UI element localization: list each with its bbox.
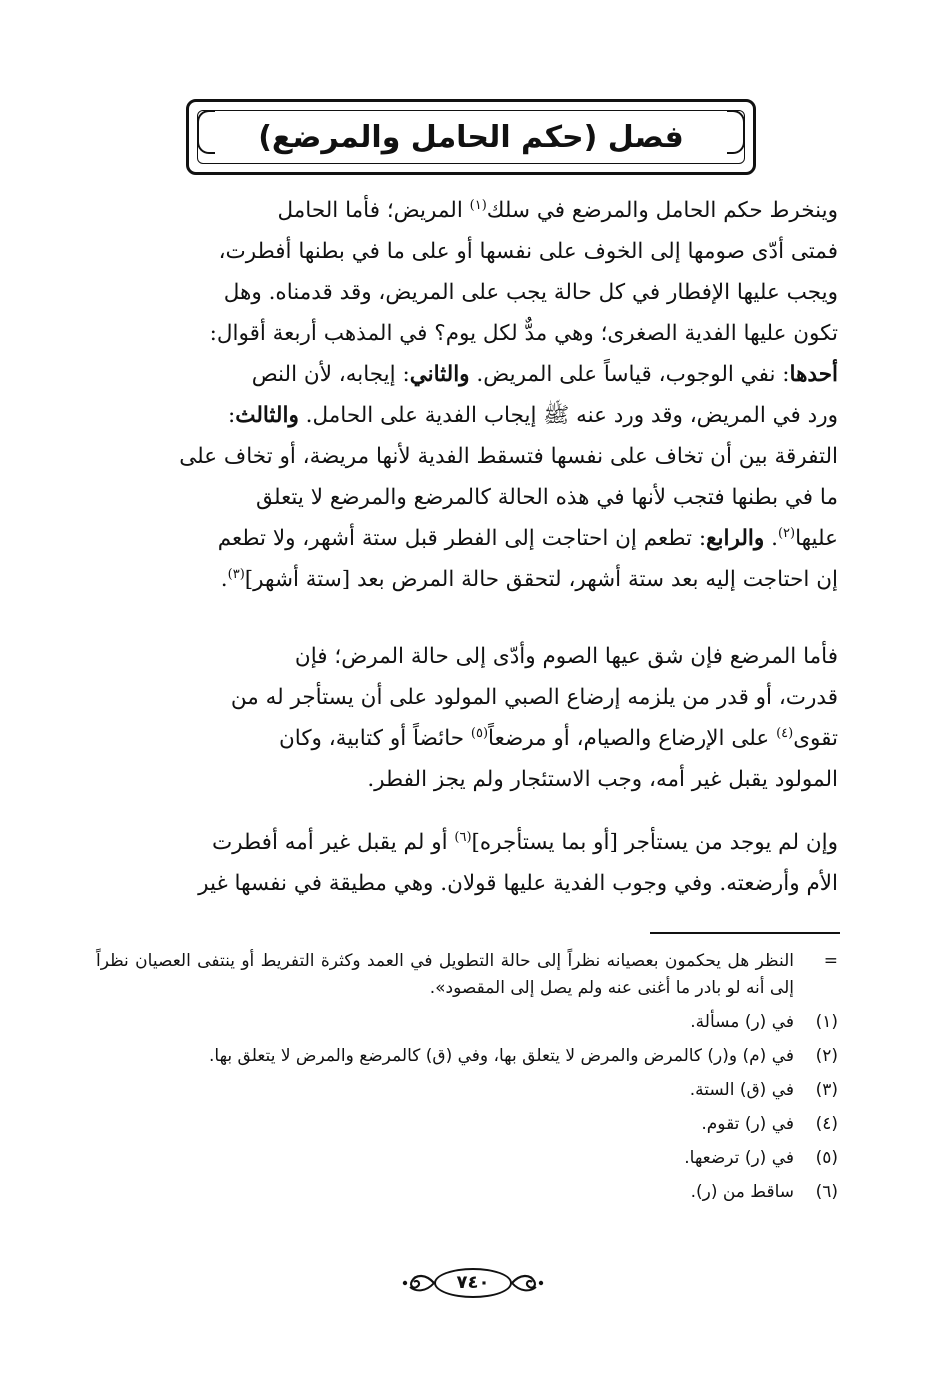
footnote-number: (٣) [815,1080,838,1100]
text-line: وإن لم يوجد من يستأجر [أو بما يستأجره]$^{(٦)}$ أو لم يقبل غير أمه أفطرت [211,829,838,855]
footnote-text: ساقط من (ر). [690,1182,794,1202]
page-number: ٧٤٠ [434,1268,512,1298]
text-line: قدرت، أو قدر من يلزمه إرضاع الصبي المولود على أن يستأجر له من [230,685,838,710]
footnote-ref[interactable]: (٦) [454,829,472,845]
footnote-text: في (ر) مسألة. [690,1012,794,1032]
text-line: التفرقة بين أن تخاف على نفسها فتسقط الفدية لأنها مريضة، أو تخاف على [179,444,838,469]
footnote-text: في (م) و(ر) كالمرض والمرض لا يتعلق بها، وفي (ق) كالمرضع والمرض لا يتعلق بها. [209,1046,794,1066]
footnote-number: (٦) [815,1182,838,1202]
page-number-ornament [400,1266,546,1300]
footnote-ref[interactable]: (٥) [470,725,489,741]
chapter-title: فصل (حكم الحامل والمرضع) [258,120,684,155]
footnote-number: (٥) [815,1148,838,1168]
footnote-ref[interactable]: (٢) [777,525,796,541]
footnote-text: في (ق) الستة. [689,1080,794,1100]
footnote [96,1145,838,1172]
paragraph-1 [96,190,838,600]
text-line: إن احتاجت إليه بعد ستة أشهر، لتحقق حالة المرض بعد [ستة أشهر]$^{(٣)}$. [220,566,838,592]
text-line: ورد في المريض، وقد ورد عنه ﷺ إيجاب الفدية على الحامل. والثالث: [227,403,838,428]
flourish-left-icon [400,1266,436,1300]
footnote [96,1009,838,1036]
footnote-ref[interactable]: (١) [469,197,487,213]
footnote [96,1077,838,1104]
footnote [96,1111,838,1138]
footnote-ref[interactable]: (٤) [776,725,794,741]
footnote-text: النظر هل يحكمون بعصيانه نظراً إلى حالة التطويل في العمد وكثرة التفريط أو ينتفى العصيان نظراً إلى أنه لو بادر ما أغنى عنه ولم يصل إلى المقصود». [96,951,794,998]
text-line: أحدها: نفي الوجوب، قياساً على المريض. والثاني: إيجابه، لأن النص [251,362,838,387]
footnote [96,948,838,1002]
text-line: المولود يقبل غير أمه، وجب الاستئجار ولم يجز الفطر. [367,767,838,792]
text-line: عليها$^{(٢)}$. والرابع: تطعم إن احتاجت إلى الفطر قبل ستة أشهر، ولا تطعم [217,525,838,551]
footnotes [96,948,838,1213]
text-line: فأما المرضع فإن شق عيها الصوم وأدّى إلى حالة المرض؛ فإن [294,644,838,669]
footnote-text: في (ر) تقوم. [701,1114,794,1134]
text-line: ما في بطنها فتجب لأنها في هذه الحالة كالمرضع والمرضع لا يتعلق [256,485,838,510]
flourish-right-icon [510,1266,546,1300]
footnote-separator [650,932,840,934]
paragraph-2 [96,636,838,800]
footnote-number: (١) [815,1012,838,1032]
footnote [96,1179,838,1206]
text-line: ويجب عليها الإفطار في كل حالة يجب على المريض، وقد قدمناه. وهل [223,280,838,305]
text-line: تكون عليها الفدية الصغرى؛ وهي مدٌّ لكل يوم؟ في المذهب أربعة أقوال: [209,321,838,346]
footnote-number: (٤) [815,1114,838,1134]
text-line: فمتى أدّى صومها إلى الخوف على نفسها أو على ما في بطنها أفطرت، [218,239,838,264]
text-line: وينخرط حكم الحامل والمرضع في سلك$^{(١)}$ المريض؛ فأما الحامل [277,197,838,223]
text-line: تقوى$^{(٤)}$ على الإرضاع والصيام، أو مرضعاً$^{(٥)}$ حائضاً أو كتابية، وكان [278,725,838,751]
text-line: الأم وأرضعته. وفي وجوب الفدية عليها قولان. وهي مطيقة في نفسها غير [198,871,838,896]
footnote-text: في (ر) ترضعها. [684,1148,794,1168]
footnote [96,1043,838,1070]
footnote-ref[interactable]: (٣) [227,566,245,582]
paragraph-3 [96,822,838,904]
footnote-number: = [823,951,838,971]
chapter-heading-frame [186,99,756,175]
footnote-number: (٢) [815,1046,838,1066]
